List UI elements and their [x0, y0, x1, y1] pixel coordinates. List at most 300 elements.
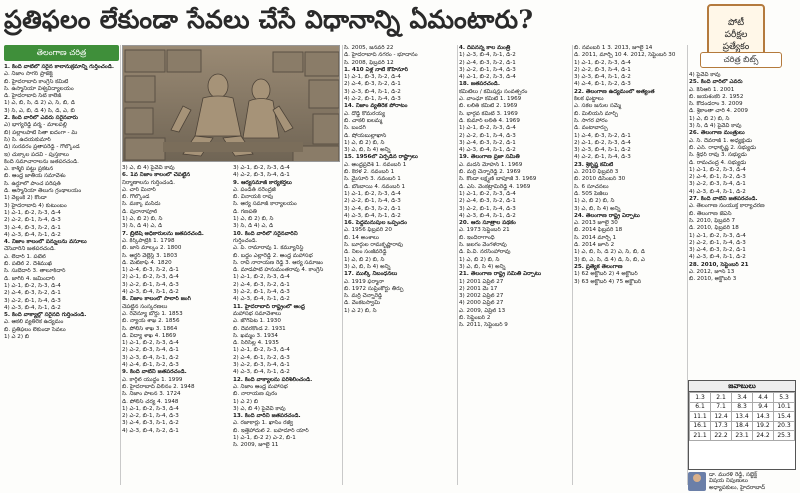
answer-cell: 8.3: [732, 402, 753, 412]
question-line: సి. భార్గవ కమిటీ 3. 1969: [459, 110, 518, 117]
question-line: ఎ. సి. దేవరాజ్ 1. అధ్యక్షుడు: [689, 137, 753, 144]
question-line: 12. కింది వాక్యాలను పరిశీలించండి.: [233, 376, 313, 383]
question-line: డి. గణపతి: [233, 208, 257, 215]
answer-cell: 17.3: [711, 421, 732, 431]
answer-cell: 1.3: [690, 393, 711, 403]
question-line: 3) ఎ-4, బి-3, సి-1, డి-2: [122, 420, 179, 427]
question-line: 4) ఎ-3, బి-4, సి-2, డి-1: [122, 427, 179, 434]
question-line: 3) 63 అక్టోబర్ 4) 75 అక్టోబర్: [574, 278, 642, 285]
question-line: 3) ఎ, బి 4) పైవేవీ కావు: [233, 405, 286, 412]
question-line: 2) ఎ-4, బి-1, సి-2, డి-3: [689, 174, 746, 181]
question-line: ఎ. 1956 ఫిబ్రవరి 20: [344, 227, 392, 234]
question-line: డి. విద్యా శాఖ 4. 1869: [122, 332, 177, 339]
question-line: బి) పల్లాలపాటి సీతా ఐదంగా - మ్: [4, 129, 78, 136]
question-line: 16. పెద్దమనుషుల ఒప్పందం: [344, 220, 407, 227]
question-line: సి. సాగర హారం: [574, 117, 608, 124]
question-line: ఎ. రెవెన్యూ బోర్డు 1. 1853: [122, 310, 183, 317]
question-line: 1) 62 అక్టోబర్ 2) 4 అక్టోబర్: [574, 271, 638, 278]
question-line: 3) హైదరాబాద్ 4) కుటుంబం: [4, 202, 67, 209]
answer-row: [690, 393, 795, 403]
question-line: 15. 1956లో ఏర్పడిన రాష్ట్రాలు: [344, 154, 418, 161]
question-line: 4) ఎ-3, బి-4, సి-1, డి-2: [4, 304, 61, 311]
question-line: 3) 2002 ఏప్రిల్ 27: [459, 293, 504, 300]
question-line: 4) 2000 ఏప్రిల్ 27: [459, 300, 504, 307]
question-line: బి. గోల్కొండ: [122, 194, 150, 201]
author-photo: [688, 472, 706, 491]
question-line: 3) ఎ-1, బి-2, సి-3, డి-4: [233, 165, 290, 171]
question-line: 3) ఎ-3, బి-4, సి-1, డి-2: [344, 88, 401, 95]
question-line: డి) సురవరం ప్రతాపరెడ్డి - గోల్కొండ: [4, 144, 80, 151]
question-column-6: [574, 45, 686, 490]
question-line: 3) ఎ-2, బి-1, సి-4, డి-3: [233, 289, 290, 296]
question-line: 3) ఎ-2, బి-1, సి-4, డి-3: [122, 281, 179, 288]
question-line: 3) ఎ-4, బి-3, సి-2, డి-1: [459, 139, 516, 146]
question-line: బి. పటేల్ 2. దేశ్‌ముఖ్: [4, 261, 53, 268]
question-line: 3) ఎ-4, బి-3, సి-2, డి-1: [4, 224, 61, 231]
question-line: 3) ఎ-3, బి-4, సి-1, డి-2: [574, 147, 631, 154]
question-line: 1) ఎ 2) బి: [4, 333, 30, 340]
question-line: చేసేవారిని జతపరచండి.: [4, 246, 56, 253]
question-line: 25. ప్రత్యేక తెలంగాణ: [574, 263, 623, 270]
question-line: 2) 2001 మే 17: [459, 285, 498, 292]
question-line: 3) ఎ, బి, సి 4) అన్నీ: [459, 263, 506, 270]
question-line: సి. కోదండరాం 3. 2009: [689, 101, 743, 108]
question-line: డి. వెంకటస్వామి: [344, 300, 380, 307]
question-line: కీలక ఘట్టాలు: [574, 96, 604, 103]
temple-sculpture-photo: [122, 45, 340, 162]
question-line: 1. కింది వాటిలో సరైన కాలానుక్రమాన్ని గుర్తించండి.: [4, 64, 114, 70]
question-line: డి. మెట్‌కాఫ్ 4. 1820: [122, 259, 172, 266]
answer-cell: 24.2: [753, 431, 774, 441]
question-line: 1. 410 ఏళ్ల నాటి కోహినూర్: [344, 66, 409, 73]
answer-cell: 25.3: [774, 431, 795, 441]
question-line: 1) ఎ, బి, సి, డి 2) ఎ, సి, బి, డి: [574, 249, 645, 256]
answer-cell: 23.1: [732, 431, 753, 441]
question-line: ఎ. వాంఛూ కమిటీ 1. 1969: [459, 96, 522, 103]
answer-row: [690, 431, 795, 441]
question-line: ఎ. 2012, జూన్ 13: [689, 269, 735, 276]
question-line: సి. 2005, జనవరి 22: [344, 45, 394, 51]
question-line: 17. ముల్కీ నిబంధనలు: [344, 271, 398, 278]
question-line: 4) ఎ-3, బి-4, సి-1, డి-2: [459, 212, 516, 219]
answer-row: [690, 402, 795, 412]
question-line: 1) ఎ-1, బి-2, సి-3, డి-4: [459, 125, 516, 132]
question-line: బి. బద్దం ఎల్లారెడ్డి 2. ఆంధ్ర మహాసభ: [233, 252, 313, 259]
question-line: సి. ఉర్దూలో పాంచ పరిషత్: [4, 180, 61, 187]
question-line: 4) ఎ-4, బి-1, సి-2, డి-3: [122, 362, 179, 369]
question-line: 13. కింది వారిని జతపరచండి.: [233, 413, 301, 420]
question-line: బి. ఎన్. రాధాకృష్ణ 2. సభ్యుడు: [689, 144, 757, 151]
sculpture-image: [123, 46, 340, 162]
question-line: 7. బ్రిటిష్ అధికారులను జతపరచండి.: [122, 230, 204, 237]
question-line: డి. 2011, మార్చి 10 4. 2012, సెప్టెంబర్ 30: [574, 52, 676, 59]
answer-cell: 7.1: [711, 402, 732, 412]
question-line: ఎ) భాగ్యరెడ్డి వర్మ - మాలపల్లి: [4, 122, 67, 129]
question-line: 1) ఎ-1, బి-2, సి-3, డి-4: [344, 190, 401, 197]
answer-cell: 2.1: [711, 393, 732, 403]
answer-cell: 19.2: [753, 421, 774, 431]
question-line: బి. మర్రి చెన్నారెడ్డి 2. 1969: [459, 169, 521, 176]
question-line: బి. 2010, అక్టోబర్ 3: [689, 276, 737, 283]
question-line: 4) ఎ-3, బి-4, సి-1, డి-2: [689, 188, 746, 195]
question-line: 1) ఎ-1, బి-2, సి-3, డి-4: [4, 209, 61, 216]
question-line: 4. దిపనన్న కాల మంత్రి: [459, 45, 511, 51]
question-line: సి. రావి నారాయణ రెడ్డి 3. ఆర్య సమాజం: [233, 259, 323, 266]
question-line: 1) ఎ-1, బి-3, సి-2, డి-4: [344, 74, 401, 81]
question-line: బి. నవంబర్ 1 3. 2013, జూలై 14: [574, 45, 653, 51]
question-column-1: [4, 64, 119, 490]
question-line: ఎ. పండిత్ నరేంద్రజీ: [233, 186, 276, 193]
question-line: 24. తెలంగాణ రాష్ట్ర ఏర్పాటు: [574, 212, 640, 219]
question-line: ఎ. లేదార్ 1. పటేల్: [4, 253, 46, 260]
question-line: 3) సి, డి 4) ఎ, డి: [122, 223, 163, 230]
question-line: సి. 6 సూచనలు: [574, 183, 609, 190]
question-line: 3) ఎ, బి, సి 4) అన్నీ: [344, 147, 391, 154]
section-tag: తెలంగాణ చరిత్ర: [4, 45, 119, 61]
question-line: 2) ఎ-2, బి-1, సి-4, డి-3: [689, 239, 746, 246]
question-line: 3) ఎ-2, బి-1, సి-4, డి-3: [4, 297, 61, 304]
question-line: 1) ఎ-3, బి-4, సి-1, డి-2: [459, 52, 516, 59]
question-line: 2) ఎ-4, బి-3, సి-2, డి-1: [344, 81, 401, 88]
answer-key-title: జవాబులు: [689, 381, 795, 392]
question-line: బి. మిలియన్ మార్చ్: [574, 110, 618, 117]
question-line: 26. తెలంగాణ మంత్రులు: [689, 130, 745, 137]
question-line: 1) ఎ-1, బి-2, సి-3, డి-4: [4, 282, 61, 289]
question-line: డి. 2010, ఫిబ్రవరి 18: [689, 225, 739, 232]
question-line: నిర్మాణాలను గుర్తించండి.: [122, 179, 176, 186]
question-line: 2) ఎ-1, బి-2, సి-3, డి-4: [122, 274, 179, 281]
question-line: గుర్తించండి.: [233, 237, 258, 244]
question-line: 2) ఎ-2, బి-1, సి-4, డి-3: [122, 413, 179, 420]
question-line: బి. హైదరాబాద్ కాంగ్రెస్ కమిటీ: [4, 78, 69, 85]
question-line: బి. తెలంగాణ జేఏసీ: [689, 210, 732, 217]
question-column-7: [689, 72, 797, 377]
question-line: డి. శ్రీకాంతా చారి 4. 2009: [689, 108, 748, 115]
question-line: ఎ. ఆకలి వ్యతిరేక ఉద్యమం: [4, 319, 64, 326]
question-line: బి. జయశంకర్ 2. 1952: [689, 93, 744, 100]
question-line: సి. పోలీస్ శాఖ 3. 1864: [122, 325, 178, 332]
column-divider: [342, 45, 343, 485]
question-line: డి. ఆస్మానియా తెలుగు గ్రంథాలయం: [4, 188, 82, 195]
question-line: బి. ప్రతిఫలం లేకుండా సేవలు: [4, 326, 66, 333]
question-line: బి. న్యాయ శాఖ 2. 1856: [122, 318, 180, 325]
question-line: డి. పి.వి. నరసింహారావు: [459, 249, 511, 256]
question-line: బి. 2014 ఫిబ్రవరి 18: [574, 227, 623, 234]
question-line: డి. సిరిసిల్ల 4. 1935: [233, 340, 279, 347]
question-line: బి. దేవరకొండ 2. 1931: [233, 325, 286, 332]
question-line: 3) ఎ-4, బి-3, సి-2, డి-1: [344, 205, 401, 212]
question-line: 1) ఎ-4, బి-3, సి-2, డి-1: [122, 267, 179, 274]
question-line: 23. శ్రీకృష్ణ కమిటీ: [574, 161, 614, 168]
question-line: 3) ఎ-2, బి-3, సి-4, డి-1: [233, 362, 290, 369]
question-line: డి. కుమార్ లలిత్ 4. 1969: [459, 117, 520, 124]
question-line: డి. 2014 జూన్ 2: [574, 242, 615, 249]
question-line: సి. 2014 మార్చి 1: [574, 234, 617, 241]
answer-key-box: [688, 380, 796, 470]
question-line: సి. మక్కా మసీదు: [122, 201, 161, 208]
question-line: 2) ఎ-4, బి-1, సి-2, డి-3: [233, 354, 290, 361]
question-line: ఎ. 2013 జూలై 30: [574, 220, 618, 227]
column-divider: [572, 45, 573, 485]
answer-cell: 20.3: [774, 421, 795, 431]
question-line: 2) ఎ-2, బి-1, సి-4, డి-3: [344, 198, 401, 205]
question-line: 1) ఎ-1, బి-2, సి-3, డి-4: [233, 347, 290, 354]
question-line: సి. జలగం వెంగళరావు: [459, 242, 507, 249]
question-line: 1) ఎ-1, బి-2, సి-3, డి-4: [574, 59, 631, 66]
question-line: 21. తెలంగాణ రాష్ట్ర సమితి ఏర్పాటు: [459, 271, 542, 278]
question-line: సి. కొండా లక్ష్మణ్ బాపూజీ 3. 1969: [459, 176, 537, 183]
question-line: డి. వంటావార్పు: [574, 125, 608, 132]
question-line: బి. జాన్ మాల్కం 2. 1800: [122, 245, 182, 252]
question-line: 10. కింది వారిలో సరైనవారిని: [233, 230, 298, 237]
column-divider: [457, 45, 458, 485]
question-line: 1) ఎ, బి 2) బి, సి: [574, 198, 615, 205]
question-line: కింది సమాచారాలను జతపరచండి.: [4, 158, 79, 165]
question-line: సి. 2010, ఫిబ్రవరి 7: [689, 217, 736, 224]
question-line: 4) ఎ-3, బి-4, సి-1, డి-2: [459, 147, 516, 154]
answer-cell: 4.4: [753, 393, 774, 403]
question-line: ఎ. నిజాం సాగర్ ప్రాజెక్ట్: [4, 71, 53, 78]
question-line: ఎ. కాశ్మీర్ పట్టు ప్రకటన: [4, 166, 54, 173]
question-line: డి. నీలం సంజీవరెడ్డి: [344, 249, 387, 256]
question-line: 1) ఎ, బి 2) బి, సి: [233, 216, 274, 223]
question-line: 3) ఎ-2, బి-1, సి-4, డి-3: [459, 66, 516, 73]
question-line: 2. కింది వారిలో ఎవరు సరైనవారు: [4, 115, 78, 122]
question-line: 1) 2001 ఏప్రిల్ 27: [459, 278, 504, 285]
question-line: బి. సెప్టెంబర్ 2: [459, 314, 491, 321]
question-line: 2) ఎ-4, బి-3, సి-2, డి-1: [233, 281, 290, 288]
question-line: ఎ. మదన్ మోహన్ 1. 1969: [459, 161, 523, 168]
question-line: 22. తెలంగాణ ఉద్యమంలో అత్యంత: [574, 88, 655, 95]
question-line: 1) ఎ-4, బి-3, సి-2, డి-1: [574, 132, 631, 139]
question-line: 9. ఆర్యసమాజ్ కార్యకర్తలు: [233, 179, 292, 186]
question-line: ఎ. తెలంగాణ సంయుక్త కార్యాచరణ: [689, 203, 765, 210]
author-name: డా. మురళి రెడ్డి, సబ్జెక్ట్: [709, 471, 758, 478]
question-column-2: [122, 165, 230, 490]
question-line: 3) ఎ-3, బి-4, సి-1, డి-2: [122, 354, 179, 361]
question-line: సి. నిజాం పాలన 3. 1724: [122, 391, 181, 398]
answer-cell: 9.4: [753, 402, 774, 412]
answer-row: [690, 421, 795, 431]
question-line: చేపట్టిన సంస్కరణలు: [122, 303, 168, 310]
question-line: 20. ఆరు సూత్రాల పథకం: [459, 220, 516, 227]
answer-cell: 10.1: [774, 402, 795, 412]
question-line: 27. కింది వాటిని జతపరచండి.: [689, 196, 758, 203]
question-line: 2) ఎ-2, బి-1, సి-4, డి-3: [4, 217, 61, 224]
question-line: సి) సి. ఉదయకుమార్: [4, 136, 51, 143]
question-line: 28. 2010, సెప్టెంబర్ 21: [689, 261, 749, 268]
question-line: 4) ఎ-3, బి-4, సి-1, డి-2: [689, 254, 746, 261]
question-line: డి. 505 పేజీలు: [574, 190, 609, 197]
badge-line-1: పోటీ: [727, 18, 745, 28]
question-line: డి. జాగీర్ 4. జమీందార్: [4, 275, 55, 282]
answer-cell: 6.1: [690, 402, 711, 412]
question-line: 2) ఎ-2, బి-3, సి-4, డి-1: [122, 347, 179, 354]
question-line: డి. ఎస్. వెంకట్రామిరెడ్డి 4. 1969: [459, 183, 531, 190]
question-line: 4) ఎ-3, బి-4, సి-1, డి-2: [233, 296, 290, 303]
author-info: [709, 472, 765, 492]
question-line: సి. బూర్గుల రామకృష్ణారావు: [344, 242, 403, 249]
question-line: 3) ఎ-3, బి-4, సి-1, డి-2: [574, 74, 631, 81]
question-line: 3) సి, డి 4) ఎ, డి: [233, 223, 274, 230]
answer-cell: 22.2: [711, 431, 732, 441]
answer-key-table: [689, 392, 795, 441]
question-line: సి. శ్రీధర్ రావు 3. సభ్యుడు: [689, 152, 747, 159]
question-line: సి. మర్రి చెన్నారెడ్డి: [344, 293, 383, 300]
question-line: 4) ఎ-4, బి-1, సి-2, డి-3: [574, 81, 631, 88]
author-role: విషయ నిపుణులు: [709, 478, 748, 485]
author-affiliation: అధ్యాపకులు, హైదరాబాద్: [709, 484, 766, 491]
question-line: 4) ఎ-2, బి-1, సి-4, డి-3: [344, 96, 401, 103]
question-line: ఎ. సకల జనుల సమ్మె: [574, 103, 621, 110]
question-line: 1) ఎ 2) బి: [233, 398, 259, 405]
question-line: 6. 1వ నిజాం కాలంలో చేపట్టిన: [122, 172, 191, 179]
question-line: 1) ఎ, బి, సి, డి 2) ఎ, సి, బి, డి: [4, 100, 75, 107]
answer-cell: 14.3: [753, 412, 774, 422]
question-line: 14. నిజాం వ్యతిరేక పోరాటం: [344, 103, 408, 110]
question-column-3: [233, 165, 341, 490]
question-line: బి. లలిత్ కమిటీ 2. 1969: [459, 103, 518, 110]
answer-cell: 13.4: [732, 412, 753, 422]
question-line: సి. సుబేదార్ 3. తాలూక్‌దార్: [4, 268, 66, 275]
question-line: 4) ఎ-3, బి-4, సి-1, డి-2: [344, 212, 401, 219]
question-line: డి. హైదరాబాద్ నగరం - భూదానం: [344, 52, 418, 59]
question-line: 3) ఎ, బి, సి 4) అన్నీ: [574, 205, 621, 212]
question-line: బి. హైదరాబాద్ విలీనం 2. 1948: [122, 383, 195, 390]
question-line: కమిటీలు / కమిషన్లు సంవత్సరం: [459, 88, 528, 95]
question-line: ఎ. ఆంధ్రప్రదేశ్ 1. నవంబర్ 1: [344, 161, 407, 168]
answer-cell: 21.1: [690, 431, 711, 441]
question-line: 4) పైవేవీ కావు: [689, 72, 721, 78]
question-line: ఎ. చార్ మినార్: [122, 186, 156, 193]
question-line: ఎ. కిర్క్‌పాట్రిక్ 1. 1798: [122, 237, 175, 244]
question-column-5: [459, 45, 571, 490]
question-line: డి. పురానాపూల్: [122, 208, 158, 215]
question-line: బి. ఇత్తెహాదుల్ 2. బహదూర్ యార్: [233, 427, 309, 434]
question-line: సి. 2009, జూలై 11: [233, 442, 279, 449]
question-line: 2) ఎ-2, బి-3, సి-4, డి-1: [574, 66, 631, 73]
question-line: 3) ఎ-4, బి-3, సి-2, డి-1: [689, 247, 746, 254]
question-line: డి. హైదరాబాద్ సిటీ కాలేజ్: [4, 93, 62, 100]
question-line: 3) ఎ-2, బి-1, సి-4, డి-3: [459, 205, 516, 212]
question-line: సి. ఆర్య సమాజ్ కార్యాలయం: [233, 201, 297, 208]
question-line: ఎ. 1973 సెప్టెంబర్ 21: [459, 227, 510, 234]
question-line: 19. తెలంగాణ ప్రజా సమితి: [459, 154, 520, 161]
answer-cell: 18.4: [732, 421, 753, 431]
question-line: 4) ఎ-2, బి-3, సి-4, డి-1: [233, 172, 290, 179]
question-line: ఎ. 2010 ఫిబ్రవరి 3: [574, 169, 619, 176]
badge-line-3: ప్రత్యేకం: [722, 42, 750, 52]
question-line: బి. 1972 సుప్రీంకోర్టు తీర్పు: [344, 285, 404, 292]
question-line: ఎ. 1919 ఫర్మానా: [344, 278, 384, 285]
question-line: 1) వెల్లంకి 2) కొండా: [4, 195, 47, 202]
question-line: బి. వినాయక్ రావు: [233, 194, 274, 201]
question-line: 4. నిజాం కాలంలో పన్నులను వసూలు: [4, 239, 87, 246]
question-line: 2) ఎ-4, బి-3, సి-2, డి-1: [459, 59, 516, 66]
question-line: ఎ. కేసీఆర్ 1. 2001: [689, 86, 735, 93]
answer-cell: 15.4: [774, 412, 795, 422]
question-line: 1) ఎ-1, బి-2, సి-3, డి-4: [459, 190, 516, 197]
question-line: 3) ఎ-2, బి-3, సి-4, డి-1: [689, 181, 746, 188]
question-line: డి. బొంబాయి 4. నవంబర్ 1: [344, 183, 406, 190]
question-line: ఎ. జోగిపేట 1. 1930: [233, 318, 281, 325]
question-line: 18. జతపరచండి.: [459, 81, 500, 88]
answer-cell: 11.1: [690, 412, 711, 422]
question-line: 1) ఎ-1, బి-2 2) ఎ-2, బి-1: [233, 434, 296, 441]
question-line: బి. ఆంధ్ర జాతీయ సమావేశం: [4, 173, 66, 180]
question-line: 1) ఎ-1, బి-2, సి-3, డి-4: [233, 274, 290, 281]
question-line: ఎ. రజాకార్లు 1. ఖాసీం రజ్వీ: [233, 420, 294, 427]
question-line: 1) ఎ, బి 2) బి, సి: [122, 216, 163, 223]
answer-cell: 3.4: [732, 393, 753, 403]
question-line: డి. పోలీస్ చర్య 4. 1948: [122, 398, 179, 405]
question-line: 1) ఎ-1, బి-2, సి-3, డి-4: [122, 405, 179, 412]
question-line: సి. 2011, సెప్టెంబర్ 9: [459, 322, 508, 329]
question-column-4: [344, 45, 456, 490]
answer-cell: 5.3: [774, 393, 795, 403]
answer-cell: 12.4: [711, 412, 732, 422]
question-line: 4) ఎ-2, బి-1, సి-4, డి-3: [574, 154, 631, 161]
question-line: 1) ఎ, బి 2) బి, సి: [344, 139, 385, 146]
question-line: ఎ. నిజాం ఆంధ్ర మహాసభ: [233, 383, 288, 390]
question-line: 1) ఎ 2) బి, సి: [344, 307, 377, 314]
question-line: బి. కేరళ 2. నవంబర్ 1: [344, 169, 395, 176]
answer-cell: 16.1: [690, 421, 711, 431]
headline: ప్రతిఫలం లేకుండా సేవలు చేసే విధానాన్ని ఏమంటారు?: [4, 5, 534, 34]
question-line: డి. షోయబుల్లాఖాన్: [344, 132, 387, 139]
answer-row: [690, 412, 795, 422]
question-line: బి. 14 అంశాలు: [344, 234, 379, 241]
question-line: 11. హైదరాబాద్ రాష్ట్రంలో ఆంధ్ర: [233, 303, 305, 310]
question-line: మహాసభ సమావేశాలు: [233, 310, 282, 317]
question-line: 1) ఎ-1, బి-2, సి-3, డి-4: [689, 166, 746, 173]
question-line: 5. కింది వాక్యాల్లో సరైనది గుర్తించండి.: [4, 312, 87, 319]
question-line: డి. మాడపాటి హనుమంతరావు 4. కాంగ్రెస్: [233, 267, 324, 274]
series-tag: చరిత్ర బిట్స్: [700, 52, 782, 68]
question-line: 3) సి, ఎ, బి, డి 4) సి, డి, ఎ, బి: [4, 107, 75, 114]
column-divider: [120, 45, 121, 485]
question-line: 9. కింది వాటిని జతపరచండి.: [122, 369, 187, 376]
question-line: సి. ఖమ్మం 3. 1934: [233, 332, 278, 339]
question-line: 2) ఎ-2, బి-1, సి-4, డి-3: [459, 132, 516, 139]
question-line: 8. నిజాం కాలంలో సాలార్ జంగ్: [122, 296, 191, 303]
question-line: 2) ఎ-4, బి-3, సి-2, డి-1: [459, 198, 516, 205]
question-line: 2) ఎ-4, బి-3, సి-2, డి-1: [4, 290, 61, 297]
question-line: సి. ఉస్మానియా విశ్వవిద్యాలయం: [4, 85, 74, 92]
question-line: 1) ఎ, బి 2) బి, సి: [344, 256, 385, 263]
question-line: సి. మైసూర్ 3. నవంబర్ 1: [344, 176, 401, 183]
author-byline: [688, 472, 796, 491]
question-line: ఎ. పీ. రామారావు 1. కమ్యూనిస్ట్: [233, 245, 304, 252]
question-line: బి. ఇందిరాగాంధీ: [459, 234, 495, 241]
question-line: సి. 2008, ఫిబ్రవరి 12: [344, 59, 394, 66]
question-line: బి. 2010 డిసెంబర్ 30: [574, 176, 626, 183]
question-line: 1) ఎ-1, బి-2, సి-3, డి-4: [689, 232, 746, 239]
question-line: ఎ. 2009, ఏప్రిల్ 13: [459, 307, 506, 314]
question-line: బి. నారాయణ పురం: [233, 391, 278, 398]
question-line: 4) ఎ-3, బి-4, సి-1, డి-2: [4, 231, 61, 238]
question-line: 4) ఎ-3, బి-4, సి-1, డి-2: [122, 289, 179, 296]
question-line: 4) ఎ-3, బి-4, సి-1, డి-2: [233, 369, 290, 376]
question-line: 3) ఎ, బి 4) పైవేవీ కావు: [122, 165, 175, 171]
question-line: 4) ఎ-1, బి-2, సి-3, డి-4: [459, 74, 516, 81]
question-line: ఇ) చుక్కాల పదవి - పుస్తకాలు: [4, 151, 69, 158]
question-line: డి. రామచంద్ర 4. సభ్యుడు: [689, 159, 747, 166]
question-line: సి. బందగి: [344, 125, 366, 132]
badge-line-2: పరీక్షల: [724, 30, 748, 40]
question-line: 1) ఎ-1, బి-2, సి-3, డి-4: [122, 340, 179, 347]
question-line: సి. ఆర్థర్ వెల్లెస్లీ 3. 1803: [122, 252, 178, 259]
